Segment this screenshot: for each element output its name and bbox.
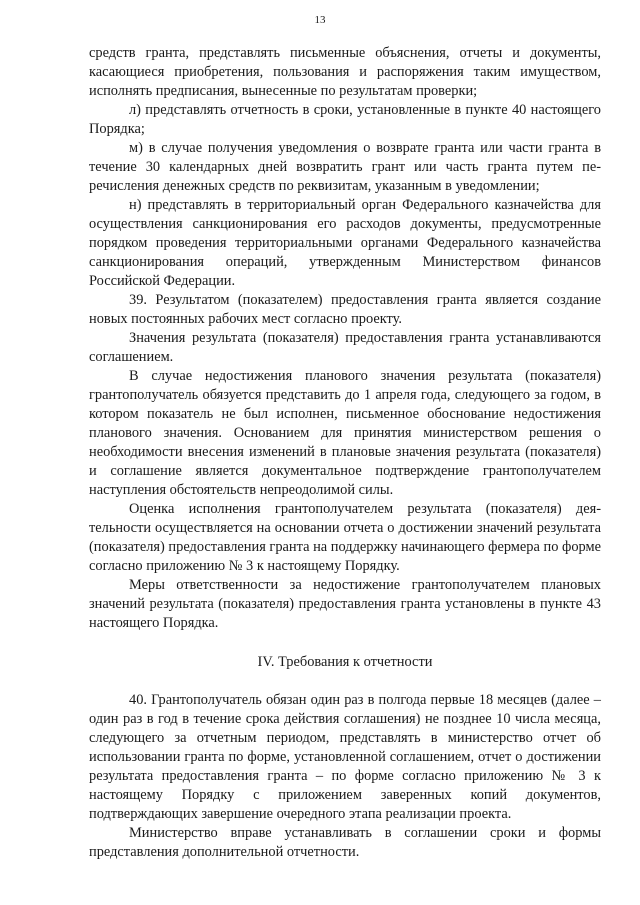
page-number: 13 bbox=[314, 14, 326, 26]
paragraph: 40. Грантополучатель обязан один раз в полгода первые 18 месяцев (далее – один раз в год в течение срока действия соглашения) не позднее 10 числа месяца, следующего за отчетным периодом, представлять в министерство отчет об использовании гранта по форме, установленной соглашением, отчет о достижении результата предоставления гранта – по форме согласно приложению № 3 к настоящему Порядку с приложением заверенных копий документов, подтверждающих завершение очередного этапа реализации проекта. bbox=[89, 692, 601, 822]
paragraph: В случае недостижения планового значения результата (показателя) грантополучатель обязуется представить до 1 апреля года, следующего за годом, в котором показатель не был исполнен, письменное обоснование недостижения планового значения. Основанием для принятия министерством решения о необходимости внесения изменений в плановые значения результата (показателя) и соглашение является документальное подтверждение грантополучателем наступления обстоятельств непреодолимой силы. bbox=[89, 368, 601, 498]
paragraph: л) представлять отчетность в сроки, установленные в пункте 40 настоящего Порядка; bbox=[89, 102, 601, 137]
paragraph: 39. Результатом (показателем) предоставления гранта является создание новых постоянных рабочих мест согласно проекту. bbox=[89, 292, 601, 327]
document-body bbox=[89, 44, 601, 862]
paragraph: н) представлять в территориальный орган Федерального казначейства для осуществления санкционирования его расходов документы, предусмотренные порядком проведения территориальными органами Федерального казначейства санкционирования операций, утвержденным Министерством финансов Российской Федерации. bbox=[89, 197, 601, 289]
paragraph: Оценка исполнения грантополучателем результата (показателя) деятельности осуществляется на основании отчета о достижении значений результата (показателя) предоставления гранта на поддержку начинающего фермера по форме согласно приложению № 3 к настоящему Порядку. bbox=[89, 501, 601, 574]
paragraph: Меры ответственности за недостижение грантополучателем плановых значений результата (показателя) предоставления гранта установлены в пункте 43 настоящего Порядка. bbox=[89, 577, 601, 631]
paragraph: м) в случае получения уведомления о возврате гранта или части гранта в течение 30 календарных дней возвратить грант или часть гранта путем перечисления денежных средств по реквизитам, указанным в уведомлении; bbox=[89, 140, 601, 194]
section-heading: IV. Требования к отчетности bbox=[257, 654, 433, 670]
paragraph: средств гранта, представлять письменные объяснения, отчеты и документы, касающиеся приобретения, пользования и распоряжения таким имуществом, исполнять предписания, вынесенные по результатам проверки; bbox=[89, 45, 601, 99]
paragraph: Министерство вправе устанавливать в соглашении сроки и формы представления дополнительной отчетности. bbox=[89, 825, 601, 860]
paragraph: Значения результата (показателя) предоставления гранта устанавливаются соглашением. bbox=[89, 330, 601, 365]
